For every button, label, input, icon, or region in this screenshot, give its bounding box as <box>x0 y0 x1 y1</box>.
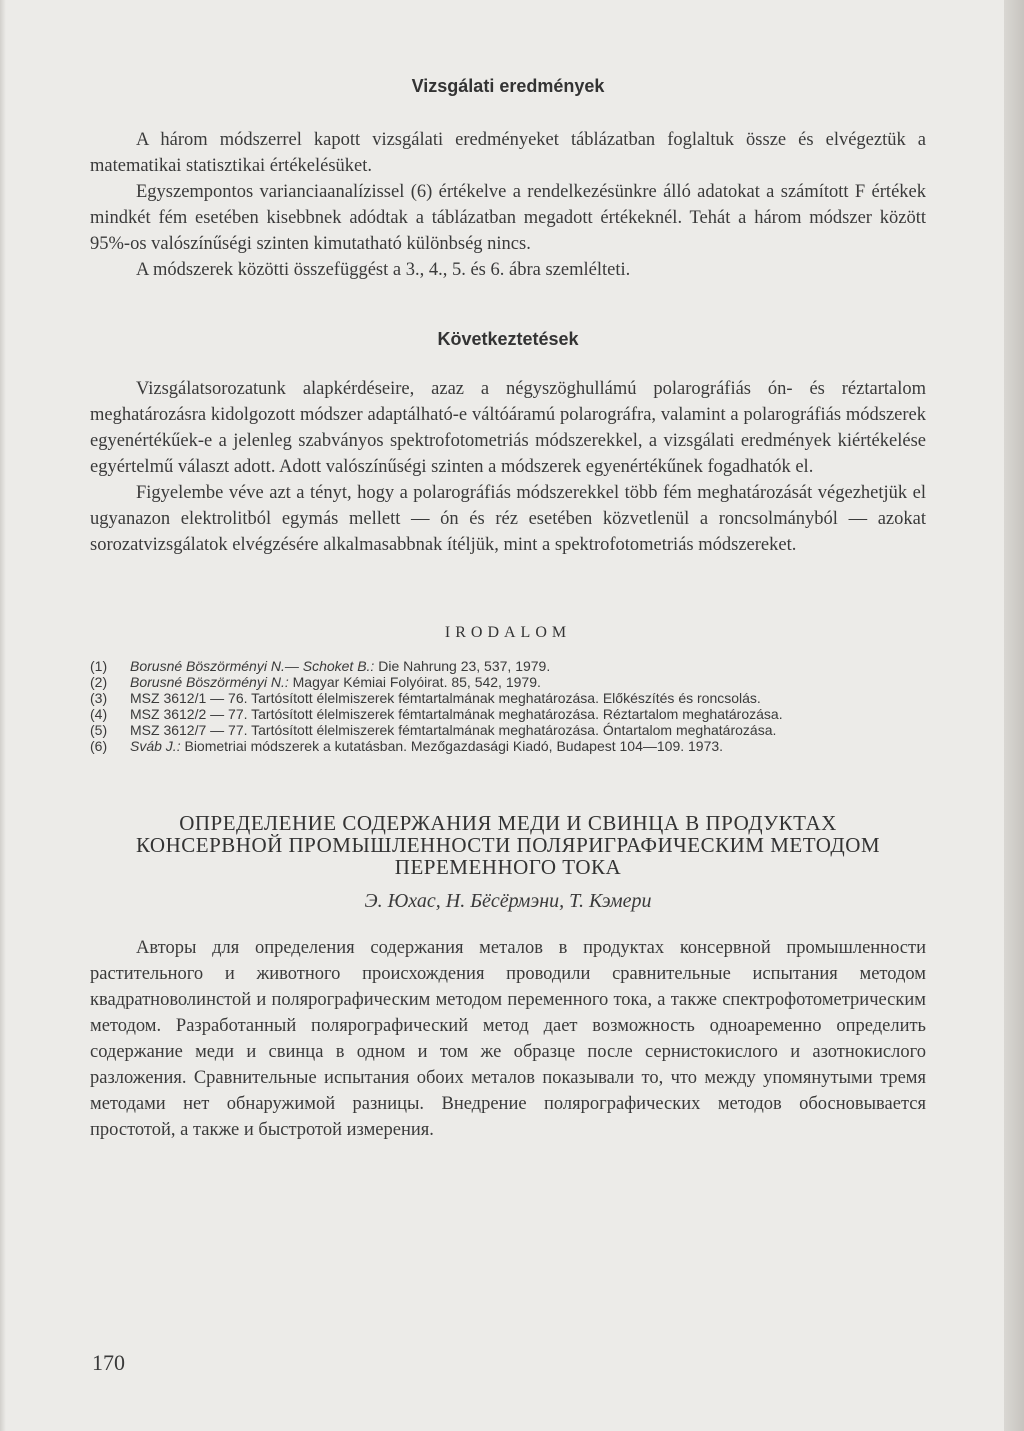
reference-item: (2) Borusné Böszörményi N.: Magyar Kémiai Folyóirat. 85, 542, 1979. <box>90 674 541 690</box>
results-heading: Vizsgálati eredmények <box>411 76 605 96</box>
russian-authors: Э. Юхас, Н. Бёсёрмэни, Т. Кэмери <box>364 890 652 912</box>
page-number: 170 <box>92 1350 125 1375</box>
russian-title: ОПРЕДЕЛЕНИЕ СОДЕРЖАНИЯ МЕДИ И СВИНЦА В ПРОДУКТАХ КОНСЕРВНОЙ ПРОМЫШЛЕННОСТИ ПОЛЯРИГРАФИЧЕСКИМ МЕТОДОМ ПЕРЕМЕННОГО ТОКА <box>135 811 881 879</box>
reference-item: (5) MSZ 3612/7 — 77. Tartósított élelmiszerek fémtartalmának meghatározása. Óntartalom meghatározása. <box>90 722 777 738</box>
reference-item: (6) Sváb J.: Biometriai módszerek a kutatásban. Mezőgazdasági Kiadó, Budapest 104—109. 1973. <box>90 738 724 754</box>
results-paragraph-2: Egyszempontos varianciaanalízissel (6) értékelve a rendelkezésünkre álló adatokat a számított F értékek mindkét fém esetében kisebbnek adódtak a táblázatban megadott értékeknél. Tehát a három módszer között 95%-os valószínűségi szinten kimutatható különbség nincs. <box>90 182 926 254</box>
references-heading: IRODALOM <box>444 624 572 641</box>
page-content <box>90 70 926 1143</box>
references-list <box>90 658 926 754</box>
results-paragraph-1: A három módszerrel kapott vizsgálati eredményeket táblázatban foglaltuk össze és elvégeztük a matematikai statisztikai értékelésüket. <box>90 130 926 176</box>
reference-item: (3) MSZ 3612/1 — 76. Tartósított élelmiszerek fémtartalmának meghatározása. Előkészítés és roncsolás. <box>90 690 761 706</box>
conclusions-paragraph-2: Figyelembe véve azt a tényt, hogy a polarográfiás módszerekkel több fém meghatározását végezhetjük el ugyanazon elektrolitból egymás mellett — ón és réz esetében közvetlenül a roncsolmányból — azokat sorozatvizsgálatok elvégzésére alkalmasabbnak ítéljük, mint a spektrofotometriás módszereket. <box>90 483 926 555</box>
russian-abstract: Авторы для определения содержания металов в продуктах консервной промышленности растительного и животного происхождения проводили сравнительные испытания методом квадратноволинстой и полярографическим методом переменного тока, а также спектрофотометрическим методом. Разработанный полярографический метод дает возможность одноаременно определить содержание меди и свинца в одном и том же образце после сернистокислого и азотнокислого разложения. Сравнительные испытания обоих металов показывали то, что между упомянутыми тремя методами нет обнаружимой разницы. Внедрение полярографических методов обосновывается простотой, а также и быстротой измерения. <box>90 938 926 1140</box>
page-edge-right <box>1004 0 1024 1431</box>
conclusions-paragraph-1: Vizsgálatsorozatunk alapkérdéseire, azaz a négyszöghullámú polarográfiás ón- és réztartalom meghatározásra kidolgozott módszer adaptálható-e váltóáramú polarográfra, valamint a polarográfiás módszerek egyenértékűek-e a jelenleg szabványos spektrofotometriás módszerekkel, a vizsgálati eredmények kiértékelése egyértelmű választ adott. Adott valószínűségi szinten a módszerek egyenértékűnek fogadhatók el. <box>90 379 926 477</box>
reference-item: (1) Borusné Böszörményi N.— Schoket B.: Die Nahrung 23, 537, 1979. <box>90 658 551 674</box>
conclusions-heading: Következtetések <box>437 329 579 349</box>
reference-item: (4) MSZ 3612/2 — 77. Tartósított élelmiszerek fémtartalmának meghatározása. Réztartalom meghatározása. <box>90 706 783 722</box>
results-paragraph-3: A módszerek közötti összefüggést a 3., 4., 5. és 6. ábra szemlélteti. <box>136 260 631 280</box>
page-edge-left <box>0 0 6 1431</box>
